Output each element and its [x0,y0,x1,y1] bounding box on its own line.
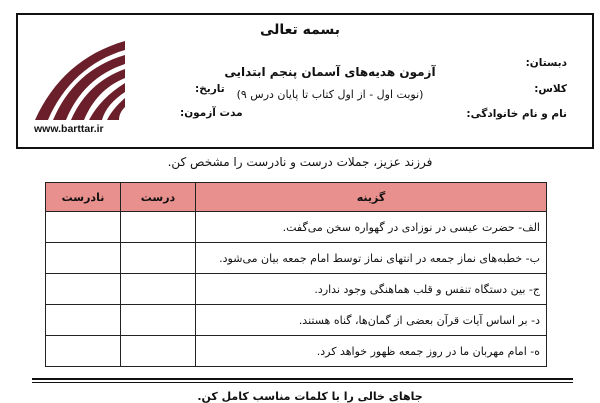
website-link[interactable]: www.barttar.ir [34,123,104,135]
exam-scope: (نوبت اول - از اول کتاب تا پایان درس ۹) [236,88,424,101]
column-header-incorrect: نادرست [46,183,121,212]
correct-checkbox-cell[interactable] [121,274,196,305]
section-divider-thin [32,382,573,383]
table-row [46,243,547,274]
section-divider [32,378,573,380]
incorrect-checkbox-cell[interactable] [46,243,121,274]
incorrect-checkbox-cell[interactable] [46,336,121,367]
incorrect-checkbox-cell[interactable] [46,274,121,305]
class-label: کلاس: [534,83,567,95]
duration-label: مدت آزمون: [180,107,243,119]
school-label: دبستان: [525,57,567,69]
incorrect-checkbox-cell[interactable] [46,305,121,336]
statement-text: ج- بین دستگاه تنفس و قلب هماهنگی وجود ندارد. [196,274,547,305]
incorrect-checkbox-cell[interactable] [46,212,121,243]
page-title: بسمه تعالی [259,22,341,38]
statement-text: الف- حضرت عیسی در نوزادی در گهواره سخن می‌گفت. [196,212,547,243]
statement-text: ب- خطبه‌های نماز جمعه در انتهای نماز توسط امام جمعه بیان می‌شود. [196,243,547,274]
next-section-heading: جاهای خالی را با کلمات مناسب کامل کن. [197,390,423,403]
correct-checkbox-cell[interactable] [121,305,196,336]
statement-text: ه- امام مهربان ما در روز جمعه ظهور خواهد کرد. [196,336,547,367]
table-row [46,274,547,305]
exam-name: آزمون هدیه‌های آسمان پنجم ابتدایی [224,65,436,79]
table-row [46,212,547,243]
table-row [46,336,547,367]
table-row [46,305,547,336]
date-label: تاریخ: [195,83,225,95]
correct-checkbox-cell[interactable] [121,336,196,367]
true-false-table [45,182,547,367]
column-header-option: گزینه [196,183,547,212]
statement-text: د- بر اساس آیات قرآن بعضی از گمان‌ها، گناه هستند. [196,305,547,336]
barttar-logo-icon [35,35,125,120]
correct-checkbox-cell[interactable] [121,243,196,274]
column-header-correct: درست [121,183,196,212]
instruction-text: فرزند عزیز، جملات درست و نادرست را مشخص کن. [167,155,433,169]
correct-checkbox-cell[interactable] [121,212,196,243]
student-name-label: نام و نام خانوادگی: [466,108,567,120]
